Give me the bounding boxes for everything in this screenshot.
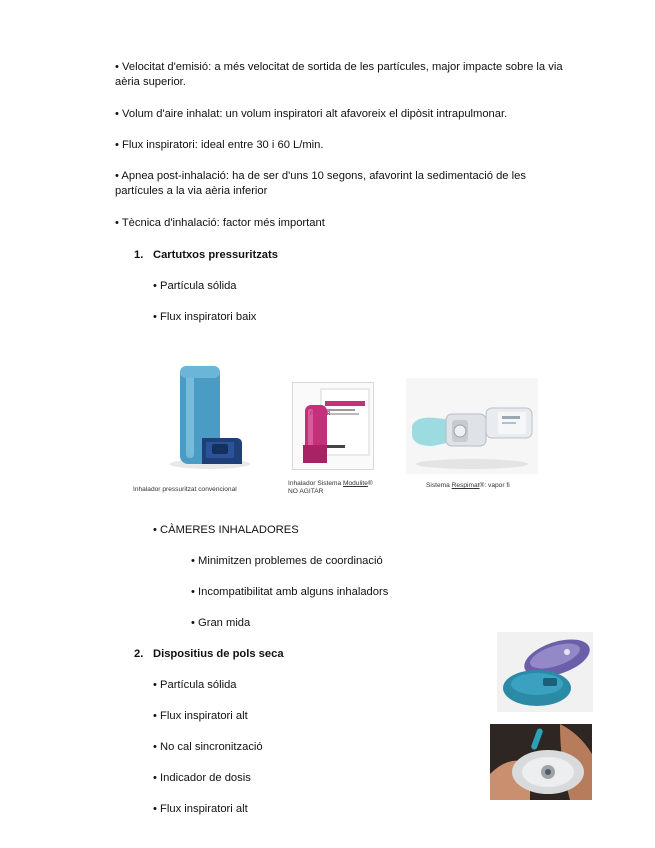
- section-2-bullet: • Flux inspiratori alt: [153, 803, 248, 815]
- caption-modulite-line1: Inhalador Sistema: [288, 480, 343, 487]
- section-2-heading: [134, 647, 284, 662]
- chambers-bullet: • Gran mida: [191, 617, 251, 629]
- bullet-volum: • Volum d'aire inhalat: un volum inspiratori alt afavoreix el dipòsit intrapulmonar.: [115, 108, 508, 120]
- caption-respimat: [426, 482, 510, 490]
- section-2-bullet: • Indicador de dosis: [153, 772, 251, 784]
- section-1-heading: [134, 248, 278, 263]
- caption-modulite-line2: NO AGITAR: [288, 488, 324, 495]
- modulite-inhaler-image: [292, 382, 374, 470]
- bullet-flux: • Flux inspiratori: ideal entre 30 i 60 L/min.: [115, 139, 324, 151]
- section-2-bullet: • Partícula sólida: [153, 679, 237, 691]
- bullet-tecnica: • Tècnica d'inhalació: factor més important: [115, 217, 325, 229]
- chambers-bullet: • Minimitzen problemes de coordinació: [191, 555, 383, 567]
- chambers-title: • CÀMERES INHALADORES: [153, 524, 299, 536]
- caption-modulite-reg: ®: [367, 480, 373, 487]
- section-1-bullet: • Partícula sólida: [153, 280, 237, 292]
- pressurized-inhaler-image: [150, 360, 270, 476]
- bullet-apnea: • Apnea post-inhalació: ha de ser d'uns 10 segons, afavorint la sedimentació de les partícules a la via aèria inferior: [115, 170, 526, 197]
- caption-modulite-mark: Modulite: [342, 480, 368, 487]
- bullet-velocitat: • Velocitat d'emisió: a més velocitat de sortida de les partícules, major impacte sobre la via aèria superior.: [115, 61, 563, 88]
- section-1-title: Cartutxos pressuritzats: [153, 249, 278, 261]
- section-1-bullet: • Flux inspiratori baix: [153, 311, 257, 323]
- section-2-number: 2.: [134, 648, 144, 660]
- section-2-bullet: • Flux inspiratori alt: [153, 710, 248, 722]
- modulite-box-brand: FOSTER: [310, 411, 331, 417]
- respimat-inhaler-image: [406, 378, 538, 474]
- dry-powder-inhaler-image: [497, 632, 593, 712]
- caption-modulite: [288, 480, 373, 496]
- caption-respimat-suffix: ®: vapor fi: [479, 482, 510, 489]
- caption-pressurized: Inhalador pressuritzat convencional: [133, 486, 237, 493]
- dry-powder-device-hands-image: [490, 724, 592, 800]
- chambers-bullet: • Incompatibilitat amb alguns inhaladors: [191, 586, 389, 598]
- section-2-bullet: • No cal sincronització: [153, 741, 263, 753]
- section-2-title: Dispositius de pols seca: [153, 648, 284, 660]
- caption-respimat-mark: Respimat: [451, 482, 480, 489]
- caption-respimat-prefix: Sistema: [426, 482, 452, 489]
- section-1-number: 1.: [134, 249, 144, 261]
